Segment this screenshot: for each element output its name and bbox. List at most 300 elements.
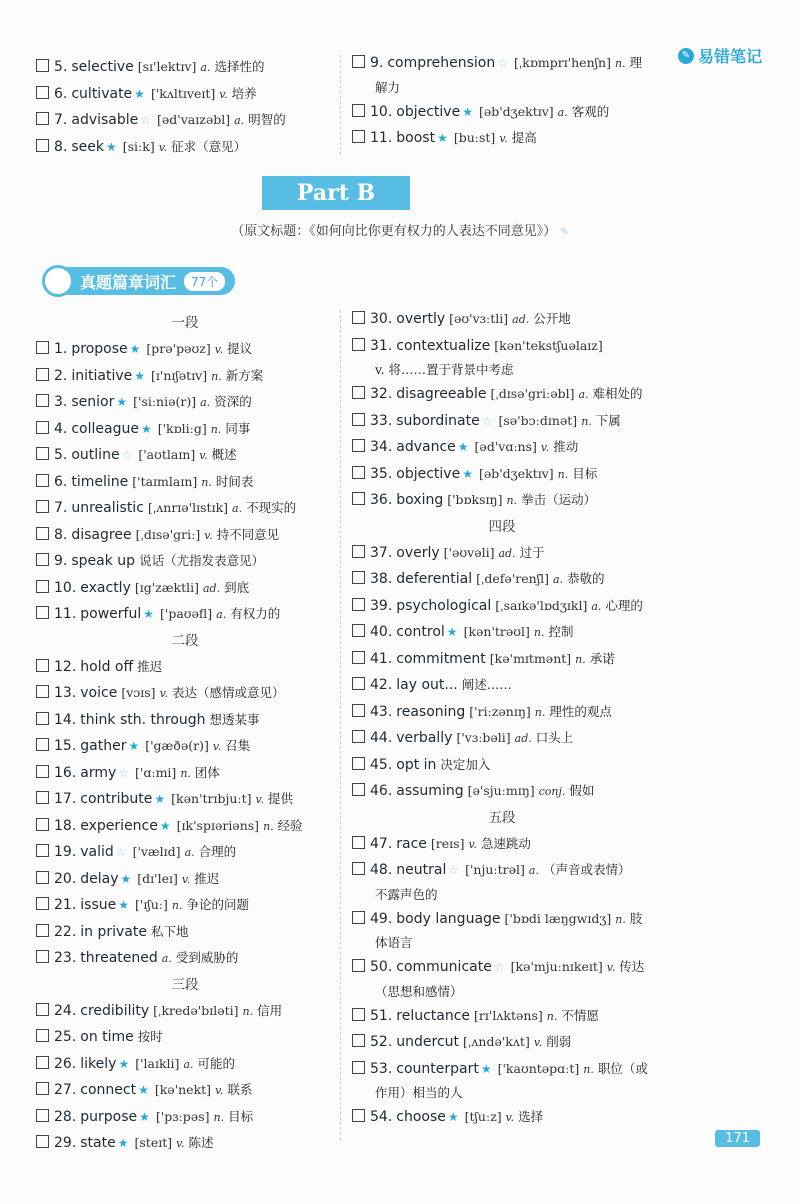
- star-icon: ★: [138, 1083, 149, 1097]
- meaning: 资深的: [214, 394, 252, 409]
- phonetic: [əb'dʒektɪv]: [478, 465, 554, 481]
- part-of-speech: v.: [199, 449, 208, 462]
- vocab-entry: [352, 1056, 652, 1083]
- section-heading: 二段: [171, 632, 199, 649]
- vocab-header-bar: [60, 267, 235, 295]
- entry-word: counterpart: [396, 1060, 479, 1077]
- star-icon: ★: [480, 1061, 492, 1076]
- entry-number: 36.: [370, 492, 393, 508]
- part-of-speech: n.: [575, 652, 586, 666]
- phonetic: [kən'tekstʃuəlaɪz]: [494, 337, 603, 353]
- checkbox[interactable]: [36, 1029, 49, 1042]
- entry-word: army: [80, 764, 117, 781]
- brand-label: 易错笔记: [697, 47, 762, 66]
- meaning-continued: （思想和感情）: [375, 983, 463, 999]
- vocab-entry: [352, 50, 652, 77]
- vocab-entry: [36, 813, 334, 840]
- star-icon: ★: [129, 342, 141, 356]
- phonetic: [kən'trɪbjuːt]: [171, 791, 252, 806]
- meaning: 削弱: [546, 1034, 572, 1049]
- meaning: 不现实的: [246, 500, 297, 515]
- brand-label-area: [678, 44, 762, 67]
- checkbox[interactable]: [36, 897, 49, 910]
- checkbox[interactable]: [36, 765, 49, 778]
- phonetic: ['bɒdi læŋgwɪdʒ]: [504, 910, 612, 926]
- star-icon: ★: [447, 1110, 459, 1124]
- checkbox[interactable]: [352, 1034, 365, 1047]
- star-icon: ★: [154, 792, 166, 806]
- phonetic: ['kɒliːg]: [157, 420, 207, 436]
- section-heading: 五段: [488, 809, 516, 826]
- outline-star-icon: ☆: [493, 960, 505, 974]
- phonetic: ['taɪmlaɪn]: [132, 473, 198, 489]
- part-of-speech: a.: [200, 396, 211, 409]
- entry-number: 21.: [54, 897, 77, 913]
- part-of-speech: n.: [614, 57, 626, 70]
- meaning: 选择性的: [214, 59, 265, 74]
- phonetic: [ˌkɒmprɪ'henʃn]: [513, 55, 611, 70]
- part-of-speech: a.: [591, 599, 602, 613]
- entry-word: issue: [80, 897, 117, 913]
- part-of-speech: v.: [214, 343, 224, 356]
- outline-star-icon: ☆: [481, 413, 493, 428]
- vocab-count-badge: 77个: [184, 272, 225, 291]
- entry-number: 27.: [54, 1082, 77, 1098]
- phonetic: [kən'trəʊl]: [463, 624, 530, 639]
- vocab-entry: [352, 646, 652, 673]
- phonetic: ['kaʊntəpɑːt]: [497, 1060, 580, 1076]
- entry-word: commitment: [396, 650, 486, 667]
- entry-number: 24.: [54, 1002, 77, 1019]
- entry-number: 3.: [54, 394, 68, 410]
- entry-number: 35.: [370, 465, 393, 482]
- vocab-entry: [36, 733, 334, 760]
- checkbox[interactable]: [36, 738, 49, 751]
- vocab-entry: [36, 866, 334, 893]
- phonetic: [ˌdɪsə'griːəbl]: [490, 386, 575, 401]
- vocab-entry: [352, 333, 652, 360]
- entry-word: overly: [396, 544, 440, 561]
- entry-word: outline: [71, 447, 120, 463]
- entry-word: hold off: [80, 658, 134, 675]
- entry-word: boxing: [396, 492, 444, 508]
- vocab-entry: [36, 469, 334, 496]
- meaning: 提供: [267, 791, 293, 806]
- checkbox[interactable]: [352, 757, 365, 770]
- part-of-speech: n.: [581, 414, 592, 428]
- checkbox[interactable]: [36, 950, 49, 963]
- part-of-speech: ad.: [514, 732, 532, 745]
- phonetic: ['laɪkli]: [135, 1055, 180, 1071]
- entry-number: 42.: [370, 677, 393, 693]
- star-icon: ★: [457, 440, 469, 454]
- entry-word: connect: [80, 1082, 137, 1098]
- checkbox[interactable]: [36, 844, 49, 857]
- part-of-speech: v.: [212, 740, 222, 753]
- checkbox[interactable]: [36, 1135, 49, 1148]
- vocab-entry: [36, 363, 334, 390]
- phonetic: [prə'pəʊz]: [146, 341, 211, 356]
- checkbox[interactable]: [36, 553, 49, 566]
- meaning-continued: 作用）相当的人: [375, 1085, 463, 1100]
- vocab-entry: [36, 442, 334, 469]
- checkbox[interactable]: [36, 580, 49, 593]
- section-heading: 四段: [488, 518, 516, 535]
- star-icon: ★: [117, 1136, 129, 1150]
- vocab-entry: [352, 752, 652, 779]
- entry-word: verbally: [396, 730, 453, 746]
- star-icon: ★: [140, 421, 152, 436]
- meaning: 团体: [194, 764, 220, 780]
- entry-word: contribute: [80, 791, 153, 807]
- phonetic: ['aʊtlaɪn]: [138, 447, 196, 462]
- vocab-entry: [352, 99, 652, 126]
- checkbox[interactable]: [352, 1061, 365, 1074]
- entry-word: likely: [80, 1055, 117, 1072]
- part-of-speech: a.: [557, 105, 568, 119]
- phonetic: [ˌʌnrɪə'lɪstɪk]: [147, 500, 229, 515]
- part-of-speech: n.: [210, 422, 222, 436]
- phonetic: [sɪ'lektɪv]: [137, 59, 197, 74]
- entry-number: 7.: [54, 500, 68, 516]
- checkbox[interactable]: [352, 783, 365, 796]
- entry-word: disagree: [71, 526, 132, 543]
- entry-word: assuming: [396, 783, 464, 799]
- checkbox[interactable]: [36, 421, 49, 434]
- vocab-entry: [36, 945, 334, 972]
- checkbox[interactable]: [36, 659, 49, 672]
- meaning: 控制: [548, 624, 574, 639]
- entry-number: 19.: [54, 844, 77, 860]
- entry-word: selective: [71, 59, 134, 75]
- part-of-speech: v.: [215, 1084, 224, 1097]
- meaning: 召集: [225, 738, 251, 753]
- checkbox[interactable]: [36, 394, 49, 407]
- entry-word: initiative: [71, 367, 133, 384]
- entry-word: contextualize: [396, 337, 491, 354]
- vocab-entry: [36, 548, 334, 575]
- checkbox[interactable]: [352, 862, 365, 875]
- checkbox[interactable]: [352, 571, 365, 584]
- meaning: 表达（感情或意见）: [171, 685, 285, 700]
- entry-word: threatened: [80, 950, 158, 966]
- entry-number: 6.: [54, 85, 68, 102]
- checkbox[interactable]: [352, 104, 365, 117]
- phonetic: ['paʊəfl]: [160, 606, 213, 621]
- entry-number: 52.: [370, 1034, 393, 1050]
- checkbox[interactable]: [352, 704, 365, 717]
- meaning: 职位（或: [597, 1060, 648, 1076]
- entry-number: 44.: [370, 730, 393, 746]
- vocab-entry: [352, 725, 652, 752]
- entry-number: 40.: [370, 624, 393, 640]
- entry-number: 46.: [370, 783, 393, 799]
- meaning: 恭敬的: [567, 571, 605, 586]
- part-of-speech: n.: [557, 467, 569, 481]
- part-of-speech: n.: [506, 494, 518, 507]
- entry-word: psychological: [396, 597, 492, 614]
- meaning: 信用: [257, 1002, 283, 1018]
- checkbox[interactable]: [36, 924, 49, 937]
- entry-number: 11.: [370, 130, 393, 146]
- checkbox[interactable]: [36, 500, 49, 513]
- checkbox[interactable]: [36, 368, 49, 381]
- checkbox[interactable]: [352, 386, 365, 399]
- vocab-entry: [36, 680, 334, 707]
- meaning: 说话（尤指发表意见）: [139, 553, 265, 568]
- checkbox[interactable]: [352, 338, 365, 351]
- entry-number: 5.: [54, 59, 68, 75]
- top-right-column: [352, 50, 652, 152]
- phonetic: [ˌdefə'renʃl]: [476, 571, 549, 586]
- star-icon: ★: [120, 871, 132, 886]
- meaning: 目标: [228, 1108, 254, 1124]
- meaning: 阐述……: [461, 677, 512, 692]
- meaning: 推迟: [194, 870, 220, 886]
- part-of-speech: n.: [583, 1062, 594, 1076]
- checkbox[interactable]: [36, 341, 49, 354]
- vocab-entry: [36, 1104, 334, 1131]
- checkbox[interactable]: [352, 55, 365, 68]
- checkbox[interactable]: [36, 112, 49, 125]
- checkbox[interactable]: [352, 836, 365, 849]
- checkbox[interactable]: [36, 1109, 49, 1122]
- meaning: 推动: [553, 439, 579, 454]
- vocab-entry: [36, 575, 334, 602]
- vocab-entry: [352, 434, 652, 461]
- checkbox[interactable]: [36, 86, 49, 99]
- vocab-entry: [36, 839, 334, 866]
- entry-number: 20.: [54, 870, 77, 887]
- checkbox[interactable]: [36, 791, 49, 804]
- entry-word: colleague: [71, 420, 139, 437]
- part-of-speech: v.: [219, 87, 228, 101]
- checkbox[interactable]: [352, 651, 365, 664]
- entry-word: exactly: [80, 579, 131, 596]
- entry-word: seek: [71, 138, 104, 155]
- part-of-speech: n.: [201, 475, 212, 489]
- part-of-speech: v.: [540, 441, 550, 454]
- entry-word: neutral: [396, 862, 447, 878]
- entry-word: cultivate: [71, 85, 133, 102]
- checkbox[interactable]: [352, 598, 365, 611]
- checkbox[interactable]: [352, 1008, 365, 1021]
- phonetic: [ɪ'nɪʃətɪv]: [151, 367, 208, 383]
- phonetic: ['bɒksɪŋ]: [447, 492, 503, 507]
- checkbox[interactable]: [352, 130, 365, 143]
- part-of-speech: v.: [159, 687, 168, 700]
- entry-word: in private: [80, 923, 147, 940]
- meaning: 明智的: [248, 112, 286, 127]
- part-of-speech: n.: [242, 1004, 254, 1018]
- part-of-speech: a.: [234, 114, 245, 127]
- checkbox[interactable]: [352, 1109, 365, 1122]
- checkbox[interactable]: [36, 818, 49, 831]
- part-of-speech: ad.: [202, 581, 221, 595]
- checkbox[interactable]: [352, 413, 365, 426]
- phonetic: [vɔɪs]: [121, 685, 156, 700]
- entry-word: timeline: [71, 473, 129, 490]
- phonetic: [kə'mɪtmənt]: [489, 650, 572, 666]
- star-icon: ★: [462, 104, 473, 119]
- checkbox[interactable]: [36, 712, 49, 725]
- part-of-speech: v.: [255, 793, 264, 806]
- entry-number: 17.: [54, 791, 77, 807]
- part-of-speech: v.: [181, 872, 191, 886]
- vocab-entry: [352, 906, 652, 933]
- checkbox[interactable]: [352, 624, 365, 637]
- part-of-speech: a.: [184, 846, 195, 859]
- entry-word: speak up: [71, 553, 136, 569]
- part-of-speech: n.: [180, 766, 191, 780]
- meaning: 心理的: [605, 597, 643, 613]
- vocab-entry: [352, 954, 652, 981]
- part-of-speech: conj.: [538, 785, 566, 798]
- vocab-entry: [352, 699, 652, 726]
- entry-word: think sth. through: [80, 711, 206, 728]
- phonetic: [ˌkredə'bɪləti]: [153, 1002, 239, 1018]
- meaning: 提议: [227, 341, 253, 356]
- vocab-entry: [36, 495, 334, 522]
- entry-word: control: [396, 624, 445, 640]
- section-heading: 一段: [171, 315, 199, 331]
- meaning: 持不同意见: [216, 526, 280, 542]
- part-of-speech: n.: [533, 626, 545, 639]
- checkbox[interactable]: [352, 911, 365, 924]
- star-icon: ★: [446, 625, 458, 639]
- checkbox[interactable]: [352, 545, 365, 558]
- checkbox[interactable]: [36, 685, 49, 698]
- meaning: 到底: [224, 579, 250, 595]
- entry-word: purpose: [80, 1108, 138, 1125]
- checkbox[interactable]: [36, 1056, 49, 1069]
- checkbox[interactable]: [36, 871, 49, 884]
- checkbox[interactable]: [36, 139, 49, 152]
- meaning: 新方案: [225, 367, 264, 383]
- entry-number: 32.: [370, 386, 393, 402]
- meaning: 经验: [277, 817, 303, 833]
- phonetic: ['ɪʃuː]: [135, 897, 168, 912]
- phonetic: [ˌʌndə'kʌt]: [463, 1034, 530, 1049]
- vocab-entry: [352, 540, 652, 567]
- checkbox[interactable]: [352, 492, 365, 505]
- checkbox[interactable]: [36, 606, 49, 619]
- star-icon: ★: [118, 898, 129, 912]
- entry-word: state: [80, 1135, 116, 1151]
- vocab-entry: [352, 125, 652, 152]
- vocab-entry: [352, 778, 652, 805]
- vocab-entry: [352, 672, 652, 699]
- phonetic: [tʃuːz]: [464, 1109, 502, 1124]
- entry-number: 48.: [370, 862, 393, 878]
- vocab-entry: [36, 54, 336, 81]
- entry-number: 47.: [370, 835, 393, 852]
- phonetic: [kə'mjuːnɪkeɪt]: [510, 959, 603, 974]
- entry-word: boost: [396, 130, 436, 146]
- vocab-entry: [352, 408, 652, 435]
- meaning: 理性的观点: [549, 703, 612, 719]
- entry-word: comprehension: [387, 55, 496, 71]
- pencil-icon: ✎: [560, 227, 569, 238]
- vocab-entry: [36, 107, 336, 134]
- meaning: 公开地: [533, 311, 571, 326]
- checkbox[interactable]: [352, 311, 365, 324]
- magnifier-icon: [42, 265, 74, 297]
- entry-number: 8.: [54, 138, 68, 155]
- left-vocab-column: [36, 310, 334, 1157]
- checkbox[interactable]: [352, 439, 365, 452]
- entry-word: subordinate: [396, 412, 480, 429]
- outline-star-icon: ☆: [497, 56, 508, 70]
- meaning: 争论的问题: [186, 897, 249, 912]
- meaning: （声音或表情）: [542, 862, 631, 877]
- vocab-entry: [352, 381, 652, 408]
- part-of-speech: a.: [232, 502, 243, 515]
- checkbox[interactable]: [36, 59, 49, 72]
- phonetic: [sə'bɔːdɪnət]: [498, 412, 578, 428]
- entry-number: 25.: [54, 1029, 77, 1045]
- meaning: 下属: [595, 412, 621, 428]
- vocab-entry: [36, 892, 334, 919]
- meaning: 提高: [511, 130, 537, 145]
- entry-number: 13.: [54, 685, 77, 701]
- phonetic: ['siːniə(r)]: [133, 394, 197, 409]
- checkbox[interactable]: [36, 1082, 49, 1095]
- top-left-column: [36, 54, 336, 160]
- entry-number: 16.: [54, 764, 77, 781]
- section-heading: 三段: [171, 976, 199, 993]
- entry-number: 31.: [370, 337, 393, 354]
- meaning: 选择: [518, 1109, 544, 1124]
- column-divider-top: [340, 55, 341, 155]
- checkbox[interactable]: [36, 447, 49, 460]
- entry-word: on time: [80, 1029, 134, 1045]
- checkbox[interactable]: [352, 466, 365, 479]
- entry-word: credibility: [80, 1002, 150, 1019]
- phonetic: [ˌsaɪkə'lɒdʒɪkl]: [495, 597, 588, 613]
- entry-number: 38.: [370, 571, 393, 587]
- checkbox[interactable]: [352, 730, 365, 743]
- phonetic: ['vælɪd]: [132, 844, 181, 859]
- entry-number: 9.: [370, 55, 384, 71]
- star-icon: ★: [159, 818, 171, 833]
- entry-number: 8.: [54, 526, 68, 543]
- entry-number: 43.: [370, 703, 393, 720]
- vocab-entry: [352, 619, 652, 646]
- meaning: 拳击（运动）: [521, 492, 597, 507]
- entry-number: 2.: [54, 367, 68, 384]
- checkbox[interactable]: [36, 527, 49, 540]
- checkbox[interactable]: [36, 1003, 49, 1016]
- entry-word: overtly: [396, 311, 446, 327]
- part-of-speech: v.: [158, 140, 168, 154]
- phonetic: [steɪt]: [134, 1135, 173, 1150]
- entry-word: choose: [396, 1109, 446, 1125]
- vocab-entry: [352, 593, 652, 620]
- phonetic: [ɪk'spɪəriəns]: [176, 817, 260, 833]
- outline-star-icon: ☆: [118, 765, 130, 780]
- meaning: 承诺: [589, 650, 615, 666]
- meaning: 按时: [137, 1029, 163, 1044]
- checkbox[interactable]: [36, 474, 49, 487]
- checkbox[interactable]: [352, 959, 365, 972]
- entry-number: 18.: [54, 817, 77, 834]
- checkbox[interactable]: [352, 677, 365, 690]
- entry-word: objective: [396, 103, 461, 120]
- part-of-speech: a.: [578, 388, 589, 401]
- phonetic: [rɪ'lʌktəns]: [474, 1007, 543, 1023]
- vocab-entry: [36, 522, 334, 549]
